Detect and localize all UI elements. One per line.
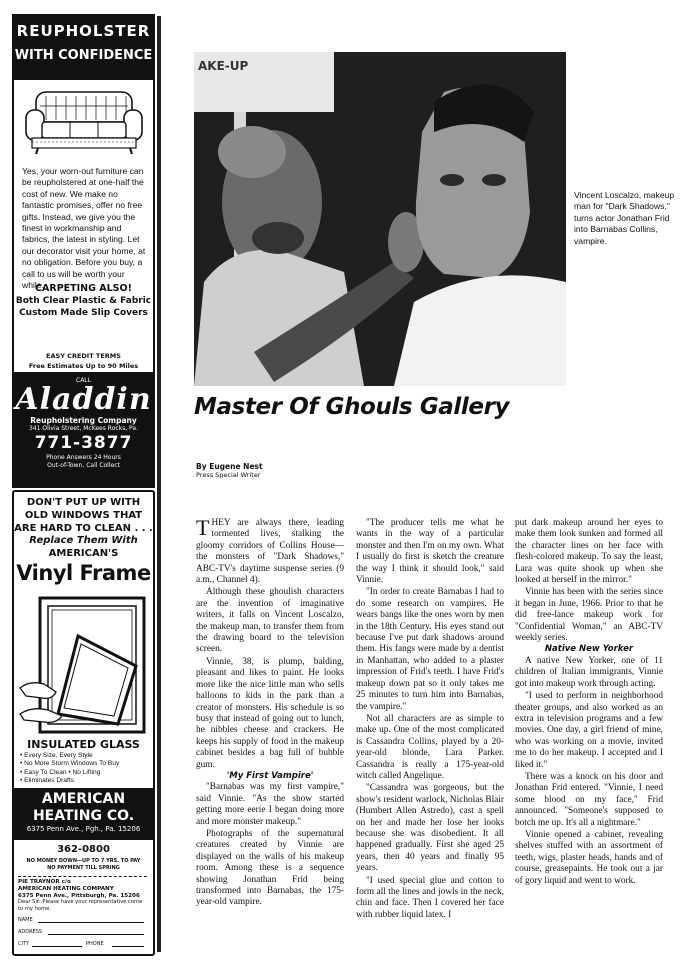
windows-ad xyxy=(12,490,155,956)
headline-line-1: DON'T PUT UP WITH xyxy=(26,497,141,508)
credit-terms xyxy=(14,351,153,371)
makeup-photo xyxy=(194,52,566,386)
byline-role: Press Special Writer xyxy=(196,471,261,479)
phone-hours: Phone Answers 24 Hours xyxy=(46,454,121,461)
subheading: Native New Yorker xyxy=(544,644,634,655)
article-paragraph: put dark makeup around her eyes to make them look sunken and formed all the character lines on her face with flesh-colored makeup. To say the least, Lara was quite shook up when she looked at herself in the mirror." xyxy=(515,518,663,586)
financing-terms xyxy=(14,858,153,871)
coupon-company: AMERICAN HEATING COMPANY xyxy=(18,885,114,892)
makeup-sign-text: AKE-UP xyxy=(198,59,249,73)
feature-item: • Easy To Clean • No Lifting xyxy=(20,768,101,776)
article-paragraph: "I used to perform in neighborhood theater groups, and also worked as an extra in television programs and a few movies. One day, a girl friend of mine, who was working on a movie, invited me to do her makeup. I accepted and I liked it." xyxy=(515,691,663,770)
company-address: 6375 Penn Ave., Pgh., Pa. 15206 xyxy=(26,825,141,833)
coupon-address-field[interactable]: ADDRESS xyxy=(18,929,42,936)
article-paragraph: There was a knock on his door and Jonathan Frid entered. "Vinnie, I need some blood on my face," Frid announced. "Someone's supposed to botch me up. It's all a nightmare." xyxy=(515,771,663,828)
terms-line: EASY CREDIT TERMS xyxy=(46,352,121,360)
estimates-line: Free Estimates Up to 90 Miles xyxy=(28,362,139,370)
feature-list xyxy=(20,752,150,786)
americans-line: AMERICAN'S xyxy=(48,548,119,559)
feature-item: • Every Size, Every Style xyxy=(20,752,93,759)
coupon-name-field[interactable]: NAME xyxy=(18,917,33,924)
ad-headline: REUPHOLSTER xyxy=(16,22,151,40)
article-column-1 xyxy=(196,515,344,909)
article-paragraph: Although these ghoulish characters are the invention of imaginative writers, it falls on Vincent Loscalzo, the makeup man, to transfer them from the drawing board to the television screen. xyxy=(196,587,344,655)
covers-line-1: Both Clear Plastic & Fabric xyxy=(15,296,152,306)
windows-ad-headline xyxy=(14,492,153,535)
article-column-3 xyxy=(515,518,663,887)
company-phone: 362-0800 xyxy=(57,844,110,855)
reupholster-ad xyxy=(12,14,155,488)
headline-line-3: ARE HARD TO CLEAN . . . xyxy=(14,523,153,534)
byline xyxy=(196,462,396,480)
ad-subheadline: WITH CONFIDENCE xyxy=(14,48,153,63)
coupon-note: Dear Sir: Please have your representative come to my home. xyxy=(18,899,143,913)
article-paragraph: Vinnie has been with the series since it began in June, 1966. Prior to that he did free-lance makeup work for "Confidential Woman," an ABC-TV weekly series. xyxy=(515,587,663,644)
article-paragraph: "The producer tells me what he wants in the way of a particular monster and then I'm on my own. What I usually do first is sketch the creature the way I think it should look," said Vinnie. xyxy=(356,518,504,586)
call-label: CALL xyxy=(76,377,91,384)
company-phone: 771-3877 xyxy=(34,433,133,453)
article-paragraph: Photographs of the supernatural creatures created by Vinnie are displayed on the walls of his makeup room. Among these is a sequence showing Jonathan Frid being transformed into Barnabas, the 175-year-old vampire. xyxy=(196,828,344,908)
mail-coupon xyxy=(18,876,147,951)
coupon-recipient: PIE TRAYNOR c/o xyxy=(18,879,71,885)
article-column-2 xyxy=(356,518,504,921)
covers-line-2: Custom Made Slip Covers xyxy=(19,308,148,318)
reupholster-ad-header xyxy=(14,16,153,80)
drop-cap: T xyxy=(196,515,210,540)
insulated-glass-title: INSULATED GLASS xyxy=(27,738,140,751)
column-rule xyxy=(157,16,161,952)
subheading: 'My First Vampire' xyxy=(226,770,314,781)
article-paragraph: "I used special glue and cotton to form all the lines and jowls in the neck, chin and face. Then I covered her face with rubber liquid latex. I xyxy=(356,875,504,920)
coupon-city-phone-field[interactable]: CITY PHONE xyxy=(18,941,147,948)
ad-body-text: Yes, your worn-out furniture can be reupholstered at one-half the cost of new. We make no fantastic promises, offer no free gifts. Instead, we give you the finest in workmanship and fabrics, the latest in styling. Let our decorator visit your home, at no obligation. Before you buy, a call to us will be worth your while. xyxy=(22,166,146,291)
company-address: 341 Olivia Street, McKees Rocks, Pa. xyxy=(28,425,138,432)
feature-item: • No More Storm Windows To Buy xyxy=(20,760,120,768)
article-paragraph: "Cassandra was gorgeous, but the show's resident warlock, Nicholas Blair (Humbert Allen Astredo), cast a spell on her and made her lose her looks because she was disobedient. It all happened gradually. First she aged 25 years, then 40 years and finally 95 years. xyxy=(356,783,504,874)
aladdin-logo: Aladdin xyxy=(15,382,152,417)
carpeting-text xyxy=(14,283,153,319)
ad-column xyxy=(12,14,155,954)
money-down-line: NO MONEY DOWN—UP TO 7 YRS. TO PAY xyxy=(26,858,141,864)
headline-line-2: OLD WINDOWS THAT xyxy=(24,510,143,521)
article-paragraph: "Barnabas was my first vampire," said Vinnie. "As the show started getting more eerie I began doing more and more monster makeup." xyxy=(196,782,344,827)
photo-caption: Vincent Loscalzo, makeup man for "Dark Shadows," turns actor Jonathan Frid into Barnabas Collins, vampire. xyxy=(574,190,675,246)
company-line-2: HEATING CO. xyxy=(32,808,135,824)
byline-author: By Eugene Nest xyxy=(196,462,263,471)
replace-line: Replace Them With xyxy=(29,535,138,546)
feature-item: • Eliminates Drafts xyxy=(20,777,74,785)
vinyl-frame-title: Vinyl Frame xyxy=(16,561,151,585)
carpeting-headline: CARPETING ALSO! xyxy=(35,283,132,294)
article-paragraph: Vinnie opened a cabinet, revealing shelves stuffed with an assortment of teeth, wigs, plaster heads, hands and of course, greasepaints. He took out a jar of gory liquid and went to work. xyxy=(515,829,663,886)
article-paragraph: "In order to create Barnabas I had to do some research on vampires. He wears bangs like the ones worn by men in the 18th Century. His eyes stand out because I've put dark shadows around them. His fangs were made by a dentist in Manhattan, who added to a plaster impression of Frid's teeth. I have Frid's makeup down pat so it only takes me 25 minutes to turn him into Barnabas, the vampire." xyxy=(356,587,504,712)
american-heating-block xyxy=(14,788,153,840)
window-illustration xyxy=(18,596,149,736)
article-paragraph: Not all characters are as simple to make up. One of the most complicated is Cassandra Collins, played by a 20-year-old blonde, Lara Parker. Cassandra is really a 175-year-old witch called Angelique. xyxy=(356,713,504,781)
article-headline: Master Of Ghouls Gallery xyxy=(194,394,510,420)
call-collect: Out-of-Town, Call Collect xyxy=(47,462,120,469)
company-line-1: AMERICAN xyxy=(41,791,126,807)
sofa-illustration xyxy=(22,84,146,156)
article-paragraph: THEY are always there, leading tormented lives, stalking the gloomy corridors of Collins House—the monsters of "Dark Shadows," ABC-TV's daytime suspense series (9 a.m., Channel 4). xyxy=(196,515,344,586)
payment-line: NO PAYMENT TILL SPRING xyxy=(47,864,120,871)
article-paragraph: Vinnie, 38, is plump, balding, pleasant and likes to paint. He looks more like the nice little man who sells balloons to kids in the park than a creator of monsters. His schedule is so busy that instead of going out to lunch, he nibbles cheese and crackers. He keeps his supply of food in the makeup cabinet besides a bag full of bubble gum. xyxy=(196,656,344,770)
coupon-address: 6375 Penn Ave., Pittsburgh, Pa. 15206 xyxy=(18,892,140,899)
article-paragraph: A native New Yorker, one of 11 children of Italian immigrants, Vinnie got into makeup work through acting. xyxy=(515,655,663,689)
company-name: Reupholstering Company xyxy=(30,416,137,425)
aladdin-brand-block xyxy=(14,372,153,486)
